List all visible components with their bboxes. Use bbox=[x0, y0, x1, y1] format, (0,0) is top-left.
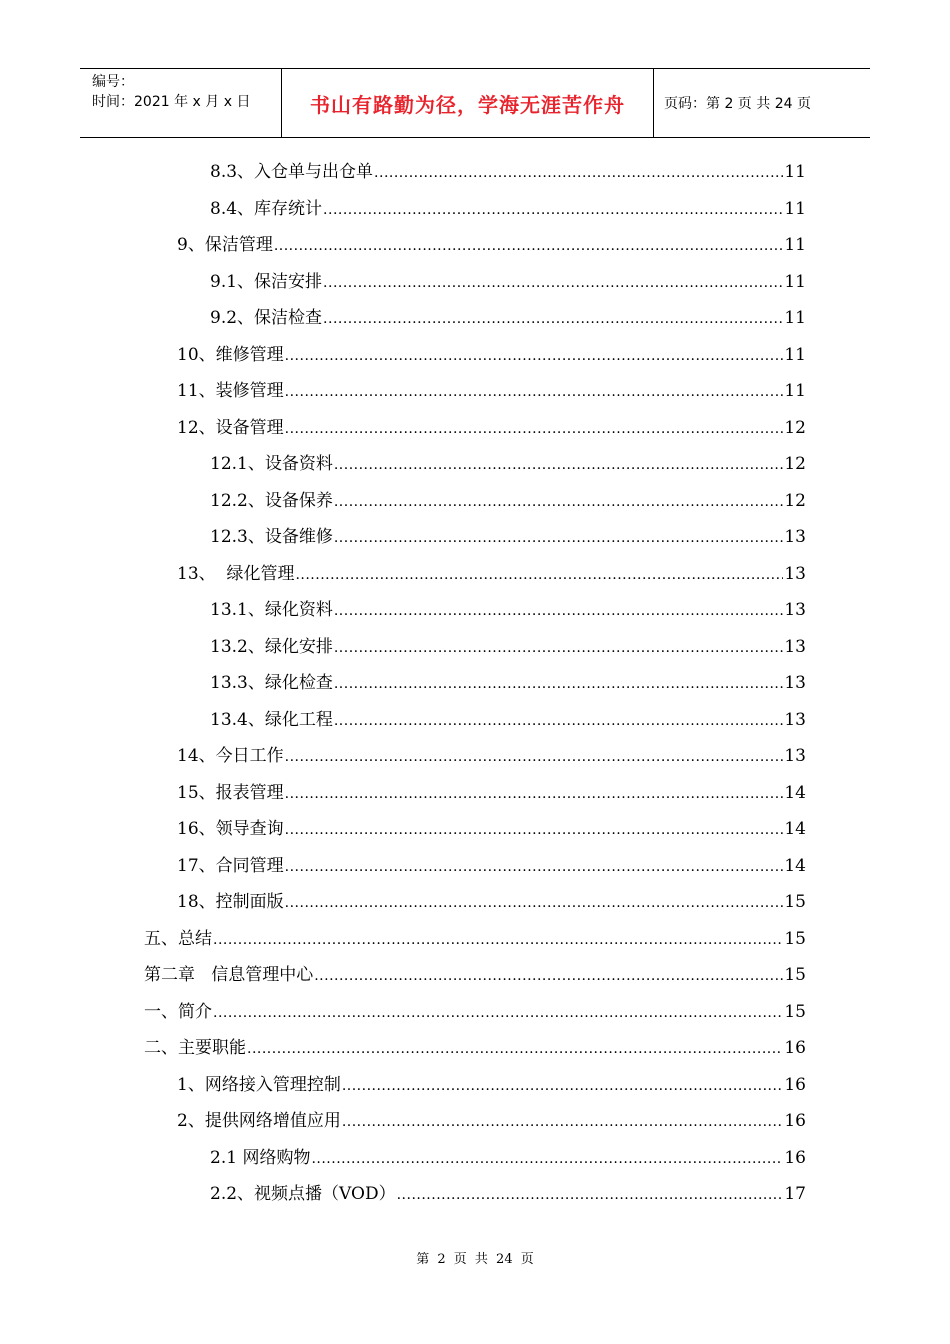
toc-entry[interactable] bbox=[177, 373, 806, 409]
toc-dot-leader bbox=[311, 1141, 783, 1177]
header-meta-cell bbox=[80, 69, 282, 137]
toc-entry[interactable] bbox=[210, 1140, 806, 1176]
toc-dot-leader bbox=[334, 447, 784, 483]
toc-entry-page: 14 bbox=[784, 782, 806, 803]
toc-entry[interactable] bbox=[177, 227, 806, 263]
toc-dot-leader bbox=[285, 411, 784, 447]
toc-entry[interactable] bbox=[210, 629, 806, 665]
toc-entry[interactable] bbox=[210, 665, 806, 701]
toc-entry-label: 8.3、入仓单与出仓单 bbox=[210, 162, 374, 182]
toc-entry[interactable] bbox=[177, 775, 806, 811]
toc-entry-label: 14、今日工作 bbox=[177, 746, 284, 766]
toc-entry-label: 11、装修管理 bbox=[177, 381, 284, 401]
toc-entry-page: 13 bbox=[784, 600, 806, 620]
toc-entry[interactable] bbox=[177, 1103, 806, 1139]
toc-dot-leader bbox=[285, 739, 784, 775]
toc-entry-page: 12 bbox=[784, 490, 806, 511]
toc-entry-page: 11 bbox=[784, 308, 806, 328]
toc-entry-page: 14 bbox=[784, 855, 806, 876]
toc-entry-page: 16 bbox=[784, 1111, 806, 1131]
toc-entry[interactable] bbox=[210, 1176, 806, 1212]
toc-entry-page: 11 bbox=[784, 162, 806, 182]
toc-entry[interactable] bbox=[210, 446, 806, 482]
toc-entry-label: 13.2、绿化安排 bbox=[210, 636, 333, 657]
header-table bbox=[80, 68, 870, 138]
toc-dot-leader bbox=[334, 630, 784, 666]
toc-entry-label: 17、合同管理 bbox=[177, 855, 284, 876]
toc-entry-page: 15 bbox=[784, 892, 806, 912]
toc-entry-page: 12 bbox=[784, 417, 806, 438]
toc-entry-label: 10、维修管理 bbox=[177, 344, 284, 365]
toc-entry-page: 12 bbox=[784, 454, 806, 474]
toc-entry-label: 13.4、绿化工程 bbox=[210, 709, 333, 730]
toc-entry-page: 13 bbox=[784, 746, 806, 766]
toc-dot-leader bbox=[285, 776, 784, 812]
toc-dot-leader bbox=[323, 192, 783, 228]
toc-entry-label: 9、保洁管理 bbox=[177, 235, 273, 255]
toc-dot-leader bbox=[334, 593, 784, 629]
toc-entry-label: 二、主要职能 bbox=[144, 1038, 246, 1058]
toc-entry-label: 9.2、保洁检查 bbox=[210, 308, 323, 328]
toc-entry[interactable] bbox=[210, 592, 806, 628]
toc-entry[interactable] bbox=[210, 300, 806, 336]
toc-entry-label: 12.1、设备资料 bbox=[210, 454, 333, 474]
toc-entry-page: 11 bbox=[784, 235, 806, 255]
toc-entry-page: 16 bbox=[784, 1074, 806, 1095]
toc-entry-page: 15 bbox=[784, 1001, 806, 1022]
toc-entry-label: 2.2、视频点播（VOD） bbox=[210, 1184, 396, 1204]
toc-entry-label: 9.1、保洁安排 bbox=[210, 271, 323, 292]
toc-dot-leader bbox=[323, 265, 783, 301]
toc-dot-leader bbox=[285, 885, 784, 921]
toc-dot-leader bbox=[285, 812, 784, 848]
toc-dot-leader bbox=[323, 301, 783, 337]
header-page-info: 页码：第 2 页 共 24 页 bbox=[664, 96, 811, 112]
toc-dot-leader bbox=[397, 1177, 784, 1213]
toc-dot-leader bbox=[213, 995, 783, 1031]
toc-entry[interactable] bbox=[210, 519, 806, 555]
toc-entry[interactable] bbox=[177, 848, 806, 884]
toc-dot-leader bbox=[334, 666, 784, 702]
toc-dot-leader bbox=[285, 849, 784, 885]
toc-entry-label: 1、网络接入管理控制 bbox=[177, 1074, 341, 1095]
toc-entry[interactable] bbox=[177, 410, 806, 446]
toc-entry-label: 18、控制面版 bbox=[177, 892, 284, 912]
toc-dot-leader bbox=[274, 228, 784, 264]
toc-entry-page: 13 bbox=[784, 636, 806, 657]
toc-entry[interactable] bbox=[177, 884, 806, 920]
toc-entry-label: 12.2、设备保养 bbox=[210, 490, 333, 511]
toc-entry-page: 16 bbox=[784, 1038, 806, 1058]
number-label: 编号： bbox=[92, 74, 134, 90]
toc-entry-page: 13 bbox=[784, 527, 806, 547]
toc-entry-page: 17 bbox=[784, 1184, 806, 1204]
toc-dot-leader bbox=[247, 1031, 783, 1067]
toc-entry[interactable] bbox=[210, 191, 806, 227]
toc-entry-page: 15 bbox=[784, 965, 806, 985]
toc-entry-page: 13 bbox=[784, 563, 806, 584]
toc-dot-leader bbox=[342, 1068, 784, 1104]
toc-dot-leader bbox=[285, 338, 784, 374]
toc-entry[interactable] bbox=[144, 921, 806, 957]
toc-entry[interactable] bbox=[144, 957, 806, 993]
toc-dot-leader bbox=[314, 958, 783, 994]
toc-entry-label: 8.4、库存统计 bbox=[210, 198, 323, 219]
toc-entry-page: 13 bbox=[784, 673, 806, 693]
toc-entry[interactable] bbox=[177, 556, 806, 592]
toc-dot-leader bbox=[334, 703, 784, 739]
toc-entry-label: 2.1 网络购物 bbox=[210, 1147, 311, 1168]
toc-entry-page: 11 bbox=[784, 198, 806, 219]
toc-entry-page: 14 bbox=[784, 819, 806, 839]
toc-entry-label: 12、设备管理 bbox=[177, 417, 284, 438]
toc-entry-page: 13 bbox=[784, 709, 806, 730]
motto: 书山有路勤为径，学海无涯苦作舟 bbox=[282, 69, 654, 137]
toc-dot-leader bbox=[334, 520, 784, 556]
toc-entry[interactable] bbox=[210, 264, 806, 300]
toc-entry[interactable] bbox=[210, 702, 806, 738]
toc-entry[interactable] bbox=[177, 738, 806, 774]
toc-dot-leader bbox=[374, 155, 783, 191]
toc-entry[interactable] bbox=[177, 337, 806, 373]
toc-dot-leader bbox=[295, 557, 783, 593]
toc-entry-label: 12.3、设备维修 bbox=[210, 527, 333, 547]
toc-entry[interactable] bbox=[210, 154, 806, 190]
toc-dot-leader bbox=[334, 484, 784, 520]
toc-entry-label: 13.3、绿化检查 bbox=[210, 673, 333, 693]
toc-entry-label: 第二章 信息管理中心 bbox=[144, 965, 314, 985]
toc-entry-label: 16、领导查询 bbox=[177, 819, 284, 839]
toc-entry-label: 13、 绿化管理 bbox=[177, 563, 295, 584]
toc-entry-page: 11 bbox=[784, 381, 806, 401]
toc-entry-label: 五、总结 bbox=[144, 928, 212, 949]
toc-entry[interactable] bbox=[210, 483, 806, 519]
toc-entry-label: 13.1、绿化资料 bbox=[210, 600, 333, 620]
toc-entry-page: 15 bbox=[784, 928, 806, 949]
toc-entry[interactable] bbox=[177, 811, 806, 847]
toc-entry[interactable] bbox=[144, 1030, 806, 1066]
toc-entry[interactable] bbox=[144, 994, 806, 1030]
toc-entry-page: 11 bbox=[784, 344, 806, 365]
toc-dot-leader bbox=[342, 1104, 784, 1140]
time-label: 时间：2021 年 x 月 x 日 bbox=[92, 94, 251, 110]
toc-entry-page: 16 bbox=[784, 1147, 806, 1168]
toc-entry-label: 一、简介 bbox=[144, 1001, 212, 1022]
toc-entry-label: 15、报表管理 bbox=[177, 782, 284, 803]
toc-entry-label: 2、提供网络增值应用 bbox=[177, 1111, 341, 1131]
toc-entry[interactable] bbox=[177, 1067, 806, 1103]
toc-dot-leader bbox=[213, 922, 783, 958]
toc-entry-page: 11 bbox=[784, 271, 806, 292]
toc-dot-leader bbox=[285, 374, 784, 410]
page-footer: 第 2 页 共 24 页 bbox=[416, 1252, 534, 1267]
